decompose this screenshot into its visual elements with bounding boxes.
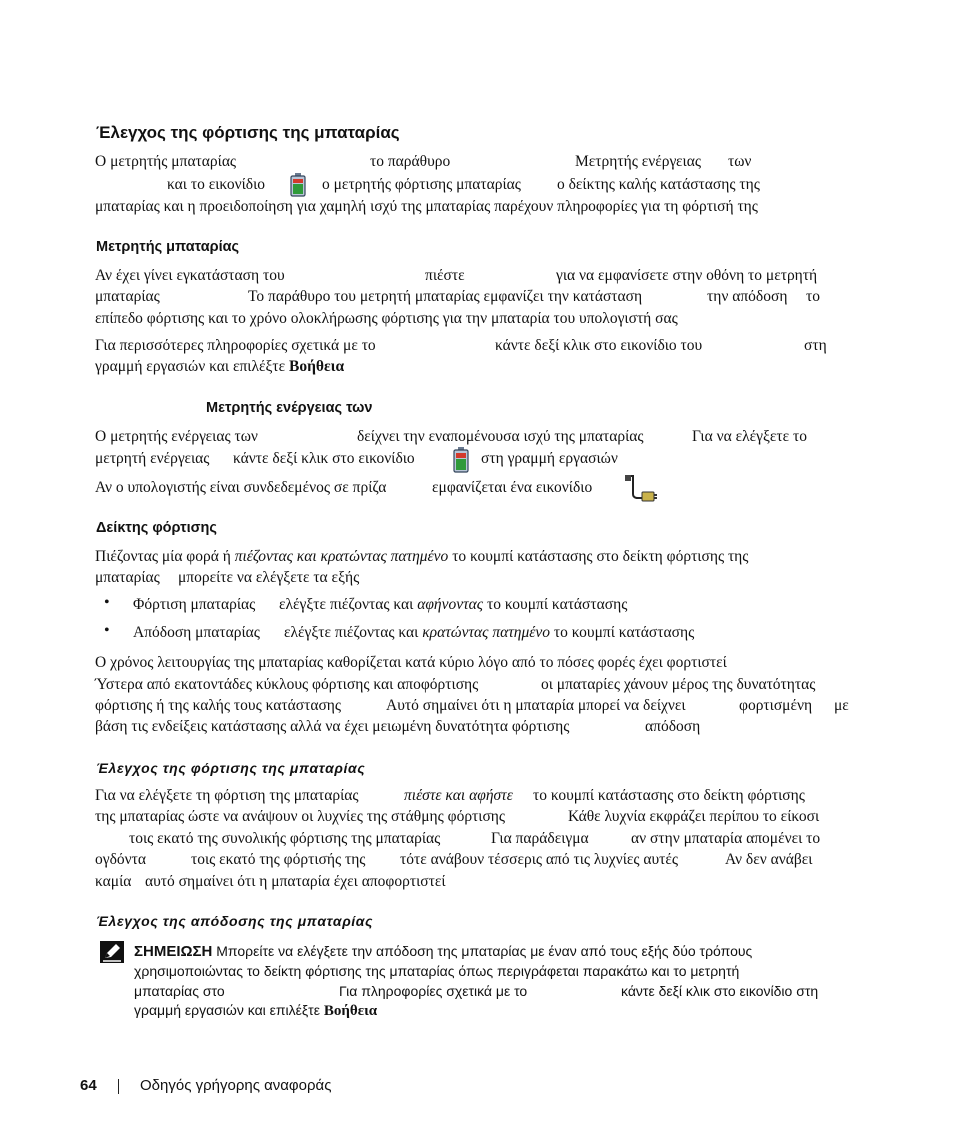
- footer-title: Οδηγός γρήγορης αναφοράς: [140, 1077, 332, 1094]
- check-charge-heading: Έλεγχος της φόρτισης της μπαταρίας: [96, 760, 366, 776]
- page-title: Έλεγχος της φόρτισης της μπαταρίας: [96, 123, 400, 142]
- note-pencil-icon: [100, 941, 124, 963]
- battery-meter-heading: Μετρητής μπαταρίας: [96, 239, 240, 255]
- check-health-heading: Έλεγχος της απόδοσης της μπαταρίας: [96, 913, 374, 929]
- note-label: ΣΗΜΕΙΩΣΗ: [134, 943, 213, 960]
- battery-icon: [287, 172, 309, 198]
- bullet-icon: •: [104, 622, 110, 639]
- power-meter-battery-icon: [451, 446, 471, 474]
- charge-gauge-heading: Δείκτης φόρτισης: [96, 520, 217, 536]
- bullet-icon: •: [104, 594, 110, 611]
- power-meter-heading: Μετρητής ενέργειας των: [206, 400, 373, 416]
- help-bold: Βοήθεια: [289, 358, 345, 375]
- footer-divider: [118, 1079, 119, 1094]
- ac-plug-icon: [624, 474, 658, 502]
- page-number: 64: [80, 1077, 97, 1094]
